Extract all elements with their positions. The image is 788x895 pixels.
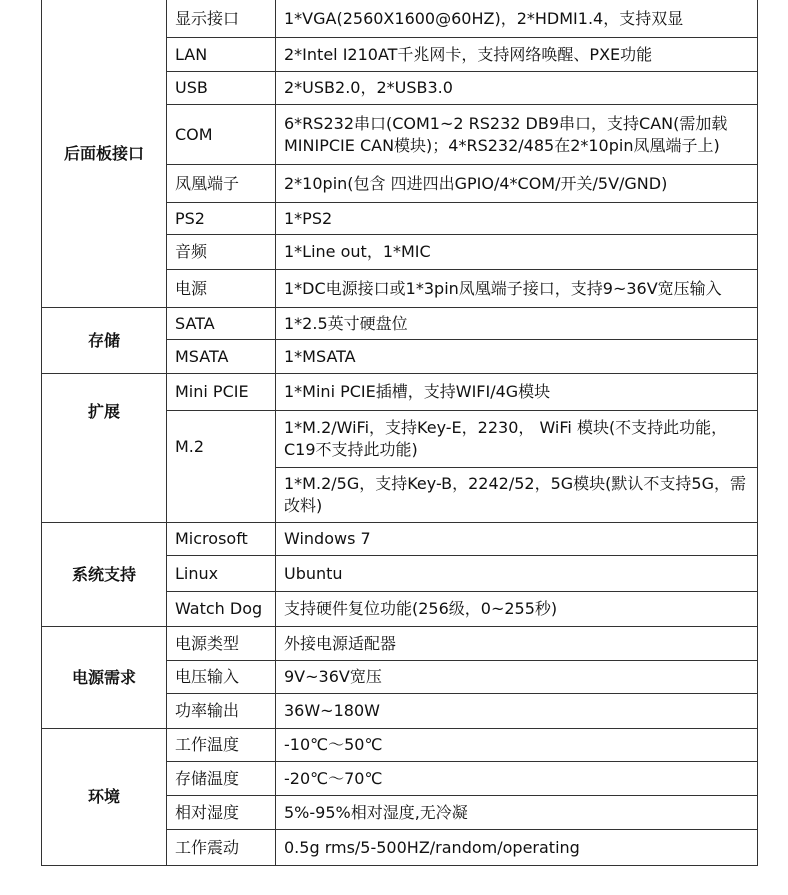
item-mini-pcie: Mini PCIE	[167, 374, 276, 411]
item-vibration: 工作震动	[167, 830, 276, 866]
table-row	[42, 374, 758, 411]
group-expansion: 扩展	[42, 374, 167, 523]
value-m2-wifi: 1*M.2/WiFi，支持Key-E，2230， WiFi 模块(不支持此功能，C19不支持此功能)	[276, 411, 758, 468]
spec-table	[41, 0, 758, 866]
value-vibration: 0.5g rms/5-500HZ/random/operating	[276, 830, 758, 866]
value-linux: Ubuntu	[276, 556, 758, 592]
value-ps2: 1*PS2	[276, 203, 758, 235]
item-sata: SATA	[167, 308, 276, 340]
group-environment: 环境	[42, 729, 167, 866]
value-com: 6*RS232串口(COM1~2 RS232 DB9串口，支持CAN(需加载MINIPCIE CAN模块)；4*RS232/485在2*10pin凤凰端子上)	[276, 105, 758, 165]
table-row	[42, 627, 758, 661]
value-display: 1*VGA(2560X1600@60HZ)，2*HDMI1.4，支持双显	[276, 0, 758, 38]
item-power-type: 电源类型	[167, 627, 276, 661]
item-display: 显示接口	[167, 0, 276, 38]
group-os-support: 系统支持	[42, 523, 167, 627]
value-storage-temp: -20℃～70℃	[276, 762, 758, 796]
group-power-requirements: 电源需求	[42, 627, 167, 729]
value-voltage-input: 9V~36V宽压	[276, 661, 758, 694]
item-audio: 音频	[167, 235, 276, 270]
item-power: 电源	[167, 270, 276, 308]
table-row	[42, 523, 758, 556]
value-microsoft: Windows 7	[276, 523, 758, 556]
table-row	[42, 0, 758, 38]
item-ps2: PS2	[167, 203, 276, 235]
item-operating-temp: 工作温度	[167, 729, 276, 762]
value-power-type: 外接电源适配器	[276, 627, 758, 661]
item-terminal: 凤凰端子	[167, 165, 276, 203]
value-audio: 1*Line out，1*MIC	[276, 235, 758, 270]
value-mini-pcie: 1*Mini PCIE插槽，支持WIFI/4G模块	[276, 374, 758, 411]
value-power-output: 36W~180W	[276, 694, 758, 729]
group-storage: 存储	[42, 308, 167, 374]
value-lan: 2*Intel I210AT千兆网卡，支持网络唤醒、PXE功能	[276, 38, 758, 72]
value-sata: 1*2.5英寸硬盘位	[276, 308, 758, 340]
table-row	[42, 308, 758, 340]
item-lan: LAN	[167, 38, 276, 72]
item-humidity: 相对湿度	[167, 796, 276, 830]
item-storage-temp: 存储温度	[167, 762, 276, 796]
item-m2: M.2	[167, 411, 276, 523]
value-msata: 1*MSATA	[276, 340, 758, 374]
item-microsoft: Microsoft	[167, 523, 276, 556]
item-power-output: 功率输出	[167, 694, 276, 729]
item-usb: USB	[167, 72, 276, 105]
value-humidity: 5%-95%相对湿度,无冷凝	[276, 796, 758, 830]
value-usb: 2*USB2.0，2*USB3.0	[276, 72, 758, 105]
item-voltage-input: 电压输入	[167, 661, 276, 694]
value-m2-5g: 1*M.2/5G，支持Key-B，2242/52，5G模块(默认不支持5G，需改料)	[276, 468, 758, 523]
value-watchdog: 支持硬件复位功能(256级，0~255秒)	[276, 592, 758, 627]
table-row	[42, 729, 758, 762]
value-operating-temp: -10℃～50℃	[276, 729, 758, 762]
item-linux: Linux	[167, 556, 276, 592]
group-rear-panel: 后面板接口	[42, 0, 167, 308]
value-terminal: 2*10pin(包含 四进四出GPIO/4*COM/开关/5V/GND)	[276, 165, 758, 203]
item-com: COM	[167, 105, 276, 165]
item-msata: MSATA	[167, 340, 276, 374]
item-watchdog: Watch Dog	[167, 592, 276, 627]
value-power: 1*DC电源接口或1*3pin凤凰端子接口，支持9~36V宽压输入	[276, 270, 758, 308]
